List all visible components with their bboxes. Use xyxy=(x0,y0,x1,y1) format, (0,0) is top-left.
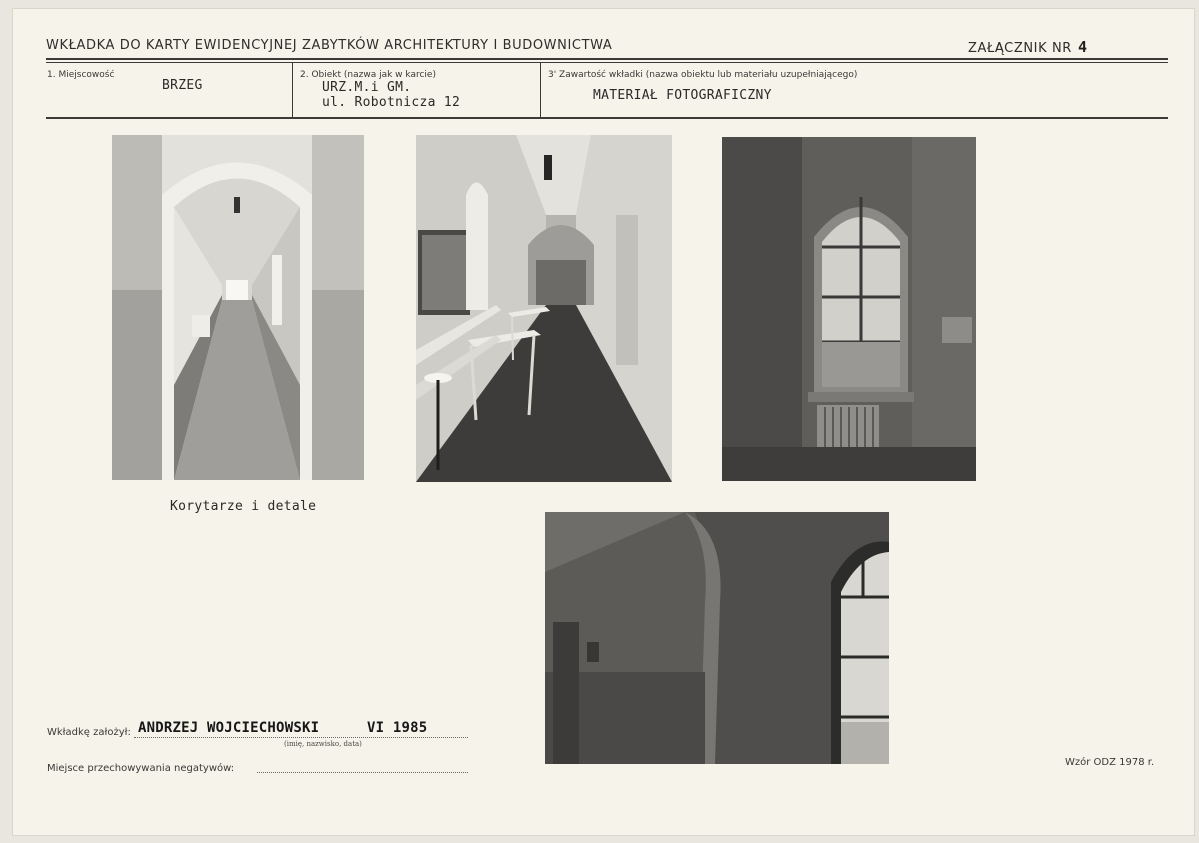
negatives-line xyxy=(257,771,468,773)
annex-number: 4 xyxy=(1077,38,1088,56)
prepared-hint: (imię, nazwisko, data) xyxy=(284,740,362,748)
negatives-label: Miejsce przechowywania negatywów: xyxy=(47,763,235,774)
content-value: MATERIAŁ FOTOGRAFICZNY xyxy=(593,88,772,103)
annex-label xyxy=(968,38,1088,56)
annex-label-text: ZAŁĄCZNIK NR xyxy=(968,41,1072,56)
object-value-line2: ul. Robotnicza 12 xyxy=(322,95,461,110)
field-divider-2 xyxy=(540,63,541,117)
field-divider-1 xyxy=(292,63,293,117)
header-rule-top xyxy=(46,58,1168,60)
prepared-by-line xyxy=(134,736,468,738)
content-label: 3' Zawartość wkładki (nazwa obiektu lub materiału uzupełniającego) xyxy=(548,70,858,80)
form-id: Wzór ODZ 1978 r. xyxy=(1065,757,1155,768)
photo-corridor-tables xyxy=(416,135,672,482)
photo-wall-window xyxy=(545,512,889,764)
document-title: WKŁADKA DO KARTY EWIDENCYJNEJ ZABYTKÓW ARCHITEKTURY I BUDOWNICTWA xyxy=(46,38,613,53)
prepared-date: VI 1985 xyxy=(367,720,428,736)
photo-caption: Korytarze i detale xyxy=(170,499,317,514)
object-label: 2. Obiekt (nazwa jak w karcie) xyxy=(300,70,436,80)
location-value: BRZEG xyxy=(162,78,203,93)
photo-arched-window xyxy=(722,137,976,481)
object-value-line1: URZ.M.i GM. xyxy=(322,80,412,95)
photo-corridor-arch xyxy=(112,135,364,480)
location-label: 1. Miejscowość xyxy=(47,70,115,80)
header-rule-top-thin xyxy=(46,62,1168,63)
prepared-by-label: Wkładkę założył: xyxy=(47,727,131,738)
prepared-by-value: ANDRZEJ WOJCIECHOWSKI xyxy=(138,720,320,736)
header-rule-bottom xyxy=(46,117,1168,119)
